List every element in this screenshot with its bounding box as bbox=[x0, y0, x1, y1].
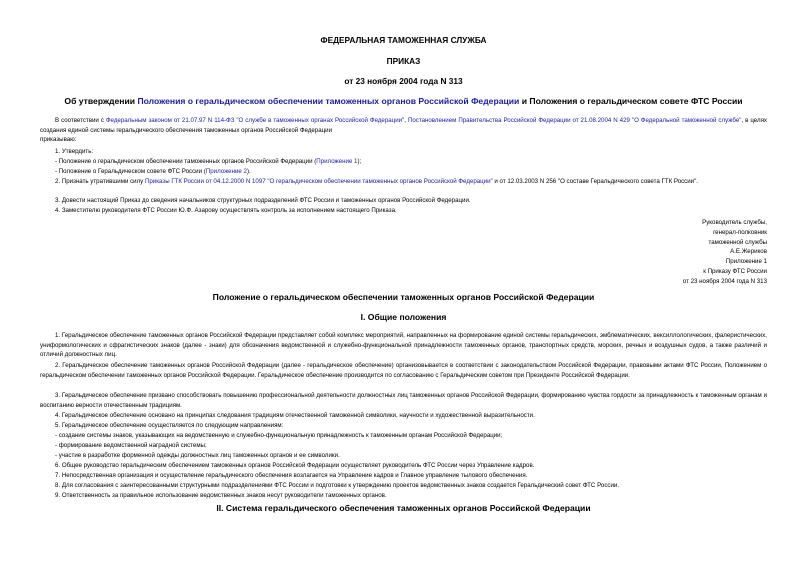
chapter-1-heading: I. Общие положения bbox=[360, 312, 447, 322]
preamble-text-1: В соответствии с bbox=[55, 117, 106, 124]
signature-line-3: таможенной службы bbox=[708, 238, 767, 246]
signature-name: А.Е.Жериков bbox=[730, 248, 767, 256]
item-2 bbox=[40, 177, 767, 187]
paragraph-5c: - участие в разработке форменной одежды должностных лиц таможенных органов и ее символики. bbox=[55, 452, 340, 459]
paragraph-8: 8. Для согласования с заинтересованными структурными подразделениями ФТС России и подготовки к утверждению проектов ведомственных знаков создается Геральдический совет ФТС России. bbox=[55, 482, 620, 489]
link-appendix-2[interactable]: Приложение 2 bbox=[205, 168, 247, 175]
signature-line-2: генерал-полковник bbox=[713, 228, 767, 236]
item-1b bbox=[55, 167, 251, 177]
paragraph-7: 7. Непосредственная организация и осуществление геральдического обеспечения возлагается на Управление кадров и Главное управление тылового обеспечения. bbox=[55, 472, 528, 479]
paragraph-6: 6. Общее руководство геральдическим обеспечением таможенных органов Российской Федерации осуществляет руководитель ФТС России через Управление кадров. bbox=[55, 462, 535, 469]
title-prefix: Об утверждении bbox=[64, 96, 138, 106]
link-federal-law[interactable]: Федеральным законом от 21.07.97 N 114-ФЗ "О службе в таможенных органах Российской Федерации" bbox=[105, 117, 405, 124]
paragraph-5: 5. Геральдическое обеспечение осуществляется по следующим направлениям: bbox=[55, 422, 284, 429]
paragraph-4: 4. Геральдическое обеспечение основано на принципах следования традициям отечественной таможенной символики, научности и художественной выразительности. bbox=[55, 412, 535, 419]
paragraph-9: 9. Ответственность за правильное использование ведомственных знаков несут руководители таможенных органов. bbox=[55, 492, 387, 499]
paragraph-5a: - создание системы знаков, указывающих на ведомственную и служебно-функциональную принадлежность к таможенным органам Российской Федерации; bbox=[55, 432, 503, 439]
item-1: 1. Утвердить: bbox=[55, 148, 94, 155]
item-2-end: и от 12.03.2003 N 256 "О составе Геральдического совета ГТК России". bbox=[492, 178, 698, 185]
item-1b-end: ). bbox=[246, 168, 251, 175]
paragraph-5b: - формирование ведомственной наградной системы; bbox=[55, 442, 207, 449]
chapter-2-heading: II. Система геральдического обеспечения таможенных органов Российской Федерации bbox=[216, 503, 591, 513]
signature-block bbox=[567, 218, 767, 287]
paragraph-3: 3. Геральдическое обеспечение призвано способствовать повышению профессиональной деятельности должностных лиц таможенных органов Российской Федерации, формированию чувства гордости за принадлежность к таможенным органам и воспитанию верности отечественным традициям. bbox=[40, 392, 767, 409]
item-2-text: 2. Признать утратившими силу bbox=[55, 178, 145, 185]
order-word: приказываю: bbox=[40, 136, 77, 143]
link-gtk-orders[interactable]: Приказы ГТК России от 04.12.2000 N 1097 "О геральдическом обеспечении таможенных органов Российской Федерации" bbox=[144, 178, 493, 185]
order-title bbox=[40, 96, 767, 106]
item-3: 3. Довести настоящий Приказ до сведения начальников структурных подразделений ФТС России и таможенных органов Российской Федерации. bbox=[55, 197, 471, 204]
title-link-regulation[interactable]: Положения о геральдическом обеспечении таможенных органов Российской Федерации bbox=[137, 96, 520, 106]
item-1b-text: - Положение о Геральдическом совете ФТС России ( bbox=[55, 168, 206, 175]
link-appendix-1[interactable]: Приложение 1 bbox=[316, 158, 358, 165]
signature-line-1: Руководитель службы, bbox=[702, 219, 767, 226]
appendix-line-1: Приложение 1 bbox=[725, 258, 767, 266]
item-1a-end: ); bbox=[357, 158, 362, 165]
title-suffix: и Положения о геральдическом совете ФТС России bbox=[519, 96, 743, 106]
paragraph-2: 2. Геральдическое обеспечение таможенных органов Российской Федерации (далее - геральдическое обеспечение) организовывается в соответствии с законодательством Российской Федерации, правовыми актами ФТС России, Положением о геральдическом обеспечении таможенных органов Российской Федерации. Геральдическое обеспечение производится по согласованию с Геральдическим советом при Президенте Российской Федерации. bbox=[40, 362, 767, 379]
paragraph-1: 1. Геральдическое обеспечение таможенных органов Российской Федерации представляет собой комплекс мероприятий, направленных на формирование единой системы геральдических, эмблематических, вексиллологических, фалеристических, униформологических и сфрагистических знаков (далее - знаки) для обозначения ведомственной и служебно-функциональной принадлежности таможенных органов, транспортных средств, морских, речных и воздушных судов, а также различий и отличий должностных лиц. bbox=[40, 332, 767, 359]
appendix-line-2: к Приказу ФТС России bbox=[703, 267, 767, 275]
preamble-text-3: , в целях создания единой системы геральдического обеспечения таможенных органов Российской Федерации bbox=[40, 117, 768, 134]
preamble-paragraph bbox=[40, 116, 767, 135]
section-title: Положение о геральдическом обеспечении таможенных органов Российской Федерации bbox=[212, 292, 595, 302]
order-date-number: от 23 ноября 2004 года N 313 bbox=[344, 76, 463, 86]
appendix-line-3: от 23 ноября 2004 года N 313 bbox=[682, 277, 767, 285]
item-1a bbox=[55, 157, 361, 167]
doc-type-heading: ПРИКАЗ bbox=[386, 56, 421, 66]
item-1a-text: - Положение о геральдическом обеспечении таможенных органов Российской Федерации ( bbox=[55, 158, 317, 165]
item-4: 4. Заместителю руководителя ФТС России Ю.Ф. Азарову осуществлять контроль за исполнением настоящего Приказа. bbox=[55, 207, 397, 214]
agency-heading: ФЕДЕРАЛЬНАЯ ТАМОЖЕННАЯ СЛУЖБА bbox=[320, 35, 487, 45]
preamble-text-2: , bbox=[404, 117, 408, 124]
link-government-decree[interactable]: Постановлением Правительства Российской Федерации от 21.08.2004 N 429 "О Федеральной таможенной службе" bbox=[407, 117, 742, 124]
